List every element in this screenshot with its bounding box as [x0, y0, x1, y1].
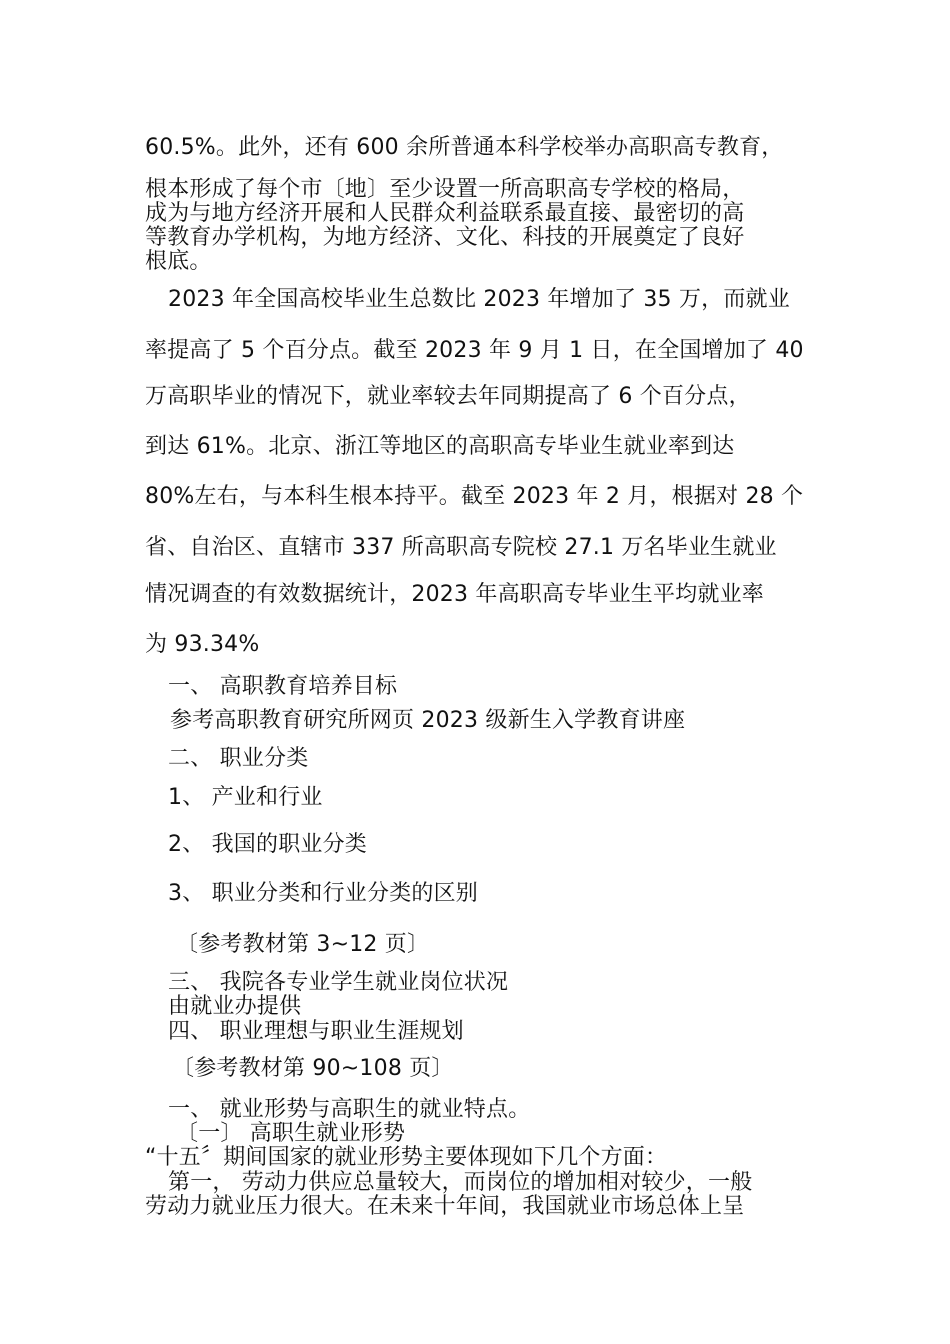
list-item: 3、 职业分类和行业分类的区别 — [168, 881, 478, 906]
subsection-heading: 〔一〕 高职生就业形势 — [176, 1121, 406, 1146]
paragraph-line: 率提高了 5 个百分点。截至 2023 年 9 月 1 日，在全国增加了 40 — [145, 338, 804, 363]
reference-note: 〔参考教材第 3~12 页〕 — [176, 932, 430, 957]
list-item: 1、 产业和行业 — [168, 785, 323, 810]
list-item: 2、 我国的职业分类 — [168, 832, 367, 857]
paragraph-line: 万高职毕业的情况下，就业率较去年同期提高了 6 个百分点， — [145, 384, 751, 409]
paragraph-line: 60.5%。此外，还有 600 余所普通本科学校举办高职高专教育， — [145, 135, 784, 160]
paragraph-line: 80%左右，与本科生根本持平。截至 2023 年 2 月，根据对 28 个 — [145, 484, 804, 509]
paragraph-line: 为 93.34% — [145, 632, 260, 657]
paragraph-line: 劳动力就业压力很大。在未来十年间，我国就业市场总体上呈 — [145, 1194, 745, 1219]
reference-note: 〔参考教材第 90~108 页〕 — [172, 1056, 454, 1081]
paragraph-line: 成为与地方经济开展和人民群众利益联系最直接、最密切的高 — [145, 201, 745, 226]
paragraph-line: 2023 年全国高校毕业生总数比 2023 年增加了 35 万，而就业 — [168, 287, 790, 312]
section-heading: 三、 我院各专业学生就业岗位状况 — [168, 970, 509, 995]
paragraph-line: 第一， 劳动力供应总量较大，而岗位的增加相对较少，一般 — [168, 1170, 753, 1195]
paragraph-line: 省、自治区、直辖市 337 所高职高专院校 27.1 万名毕业生就业 — [145, 535, 777, 560]
section-heading: 一、 高职教育培养目标 — [168, 674, 398, 699]
paragraph-line: 等教育办学机构，为地方经济、文化、科技的开展奠定了良好 — [145, 225, 745, 250]
section-heading: 二、 职业分类 — [168, 746, 309, 771]
paragraph-line: 到达 61%。北京、浙江等地区的高职高专毕业生就业率到达 — [145, 434, 735, 459]
reference-note: 由就业办提供 — [168, 994, 302, 1019]
paragraph-line: 情况调查的有效数据统计，2023 年高职高专毕业生平均就业率 — [145, 582, 764, 607]
section-heading: 四、 职业理想与职业生涯规划 — [168, 1019, 464, 1044]
reference-note: 参考高职教育研究所网页 2023 级新生入学教育讲座 — [170, 708, 686, 733]
paragraph-line: 根底。 — [145, 249, 212, 274]
section-heading: 一、 就业形势与高职生的就业特点。 — [168, 1097, 531, 1122]
paragraph-line: 根本形成了每个市〔地〕至少设置一所高职高专学校的格局， — [145, 177, 745, 202]
paragraph-line: “十五〞期间国家的就业形势主要体现如下几个方面： — [145, 1145, 668, 1170]
